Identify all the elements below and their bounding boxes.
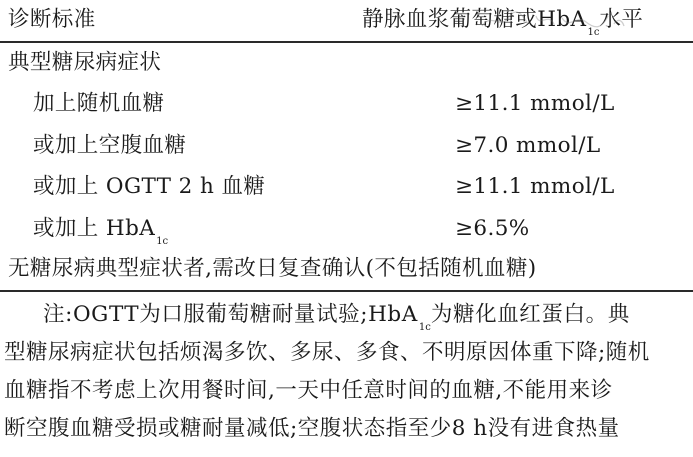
row-value-hba1c: ≥6.5%: [455, 216, 530, 241]
bottom-rule: [0, 290, 693, 292]
header-col-glucose-subscript: 1c: [587, 27, 600, 38]
header-col-glucose-suffix: 水平: [599, 7, 644, 32]
note-line-1-subscript: 1c: [418, 322, 431, 333]
row-label-fasting-glucose: 或加上空腹血糖: [33, 133, 187, 158]
section-title-typical-symptoms: 典型糖尿病症状: [8, 50, 162, 75]
row-label-hba1c-prefix: 或加上 HbA: [33, 216, 156, 241]
row-label-hba1c: [33, 214, 168, 248]
footer-row-recheck: 无糖尿病典型症状者,需改日复查确认(不包括随机血糖): [8, 256, 537, 281]
note-line-1-suffix: 为糖化血红蛋白。典: [430, 302, 630, 327]
row-value-ogtt-glucose: ≥11.1 mmol/L: [455, 174, 615, 199]
row-value-fasting-glucose: ≥7.0 mmol/L: [455, 133, 601, 158]
header-rule: [0, 41, 693, 43]
header-col-glucose-prefix: 静脉血浆葡萄糖或HbA: [362, 7, 587, 32]
note-line-1: [43, 300, 630, 334]
note-line-2: 型糖尿病症状包括烦渴多饮、多尿、多食、不明原因体重下降;随机: [4, 340, 650, 365]
row-label-random-glucose: 加上随机血糖: [33, 91, 165, 116]
note-line-1-prefix: 注:OGTT为口服葡萄糖耐量试验;HbA: [43, 302, 418, 327]
watermark-signature-icon: [478, 8, 628, 34]
note-line-4: 断空腹血糖受损或糖耐量减低;空腹状态指至少8 h没有进食热量: [4, 416, 620, 441]
row-label-hba1c-subscript: 1c: [156, 236, 169, 247]
row-value-random-glucose: ≥11.1 mmol/L: [455, 91, 615, 116]
note-line-3: 血糖指不考虑上次用餐时间,一天中任意时间的血糖,不能用来诊: [4, 378, 613, 403]
header-col-criteria: 诊断标准: [8, 7, 96, 32]
row-label-ogtt-glucose: 或加上 OGTT 2 h 血糖: [33, 174, 266, 199]
